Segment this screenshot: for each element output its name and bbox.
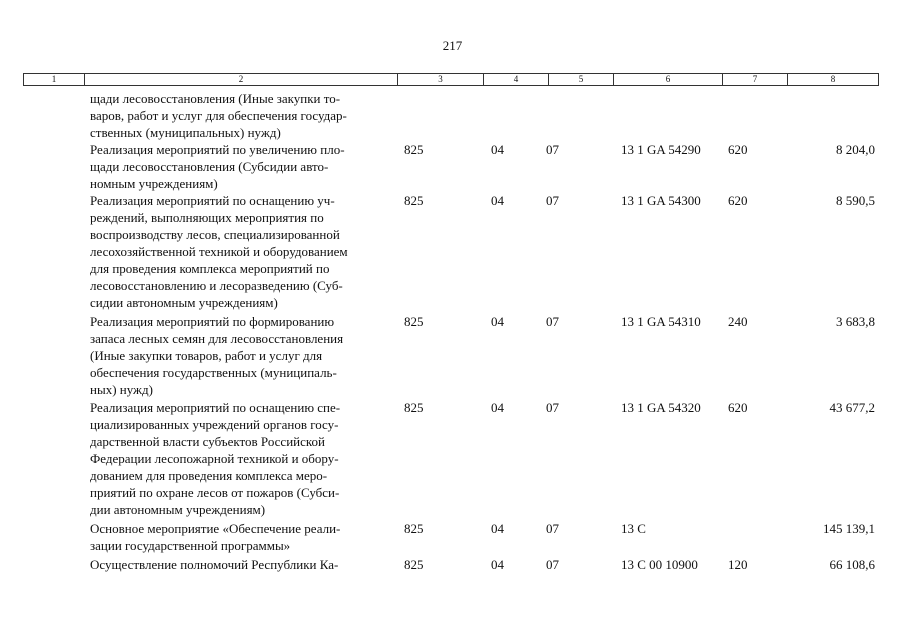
row-amount: 66 108,6	[829, 557, 875, 572]
row-subsection-code: 07	[546, 400, 559, 415]
row-amount: 145 139,1	[823, 521, 875, 536]
row-description: Реализация мероприятий по оснащению спе- циализированных учреждений органов госу- дарственной власти субъектов Российской Федерации лесопожарной техникой и обору- дованием для проведения комплекса меро- приятий по охране лесов от пожаров (Субси- дии автономным учреждениям)	[90, 400, 341, 517]
row-description: щади лесовосстановления (Иные закупки то- варов, работ и услуг для обеспечения государ- ственных (муниципальных) нужд)	[90, 91, 347, 140]
row-expense-type: 120	[728, 557, 748, 572]
row-ministry-code: 825	[404, 557, 424, 572]
row-target-code: 13 1 GA 54320	[621, 400, 701, 415]
row-target-code: 13 С 00 10900	[621, 557, 698, 572]
table-header	[23, 73, 879, 86]
header-col-4: 4	[484, 74, 549, 85]
row-amount: 3 683,8	[836, 314, 875, 329]
row-subsection-code: 07	[546, 314, 559, 329]
row-section-code: 04	[491, 142, 504, 157]
row-section-code: 04	[491, 557, 504, 572]
row-expense-type: 240	[728, 314, 748, 329]
row-amount: 43 677,2	[829, 400, 875, 415]
row-subsection-code: 07	[546, 142, 559, 157]
row-ministry-code: 825	[404, 193, 424, 208]
row-expense-type: 620	[728, 193, 748, 208]
row-section-code: 04	[491, 521, 504, 536]
header-col-6: 6	[614, 74, 723, 85]
row-ministry-code: 825	[404, 400, 424, 415]
header-col-5: 5	[549, 74, 614, 85]
row-description: Реализация мероприятий по оснащению уч- реждений, выполняющих мероприятия по воспроизводству лесов, специализированной лесохозяйственной техникой и оборудованием для проведения комплекса мероприятий по лесовосстановлению и лесоразведению (Суб- сидии автономным учреждениям)	[90, 193, 348, 310]
row-ministry-code: 825	[404, 521, 424, 536]
page-number: 217	[442, 38, 463, 53]
row-description: Реализация мероприятий по увеличению пло- щади лесовосстановления (Субсидии авто- номным учреждениям)	[90, 142, 345, 191]
row-target-code: 13 1 GA 54290	[621, 142, 701, 157]
row-ministry-code: 825	[404, 142, 424, 157]
row-description: Реализация мероприятий по формированию запаса лесных семян для лесовосстановления (Иные закупки товаров, работ и услуг для обеспечения государственных (муниципаль- ных) нужд)	[90, 314, 344, 397]
header-col-7: 7	[723, 74, 788, 85]
row-target-code: 13 1 GA 54300	[621, 193, 701, 208]
row-section-code: 04	[491, 400, 504, 415]
row-ministry-code: 825	[404, 314, 424, 329]
row-amount: 8 590,5	[836, 193, 875, 208]
row-amount: 8 204,0	[836, 142, 875, 157]
header-col-8: 8	[830, 74, 836, 84]
row-subsection-code: 07	[546, 557, 559, 572]
header-col-3: 3	[398, 74, 484, 85]
row-section-code: 04	[491, 314, 504, 329]
row-subsection-code: 07	[546, 521, 559, 536]
row-section-code: 04	[491, 193, 504, 208]
row-target-code: 13 1 GA 54310	[621, 314, 701, 329]
header-col-2: 2	[85, 74, 398, 85]
row-expense-type: 620	[728, 400, 748, 415]
row-description: Осуществление полномочий Республики Ка-	[90, 557, 339, 572]
row-expense-type: 620	[728, 142, 748, 157]
row-subsection-code: 07	[546, 193, 559, 208]
row-target-code: 13 С	[621, 521, 646, 536]
row-description: Основное мероприятие «Обеспечение реали- зации государственной программы»	[90, 521, 341, 553]
header-col-1: 1	[24, 74, 85, 85]
